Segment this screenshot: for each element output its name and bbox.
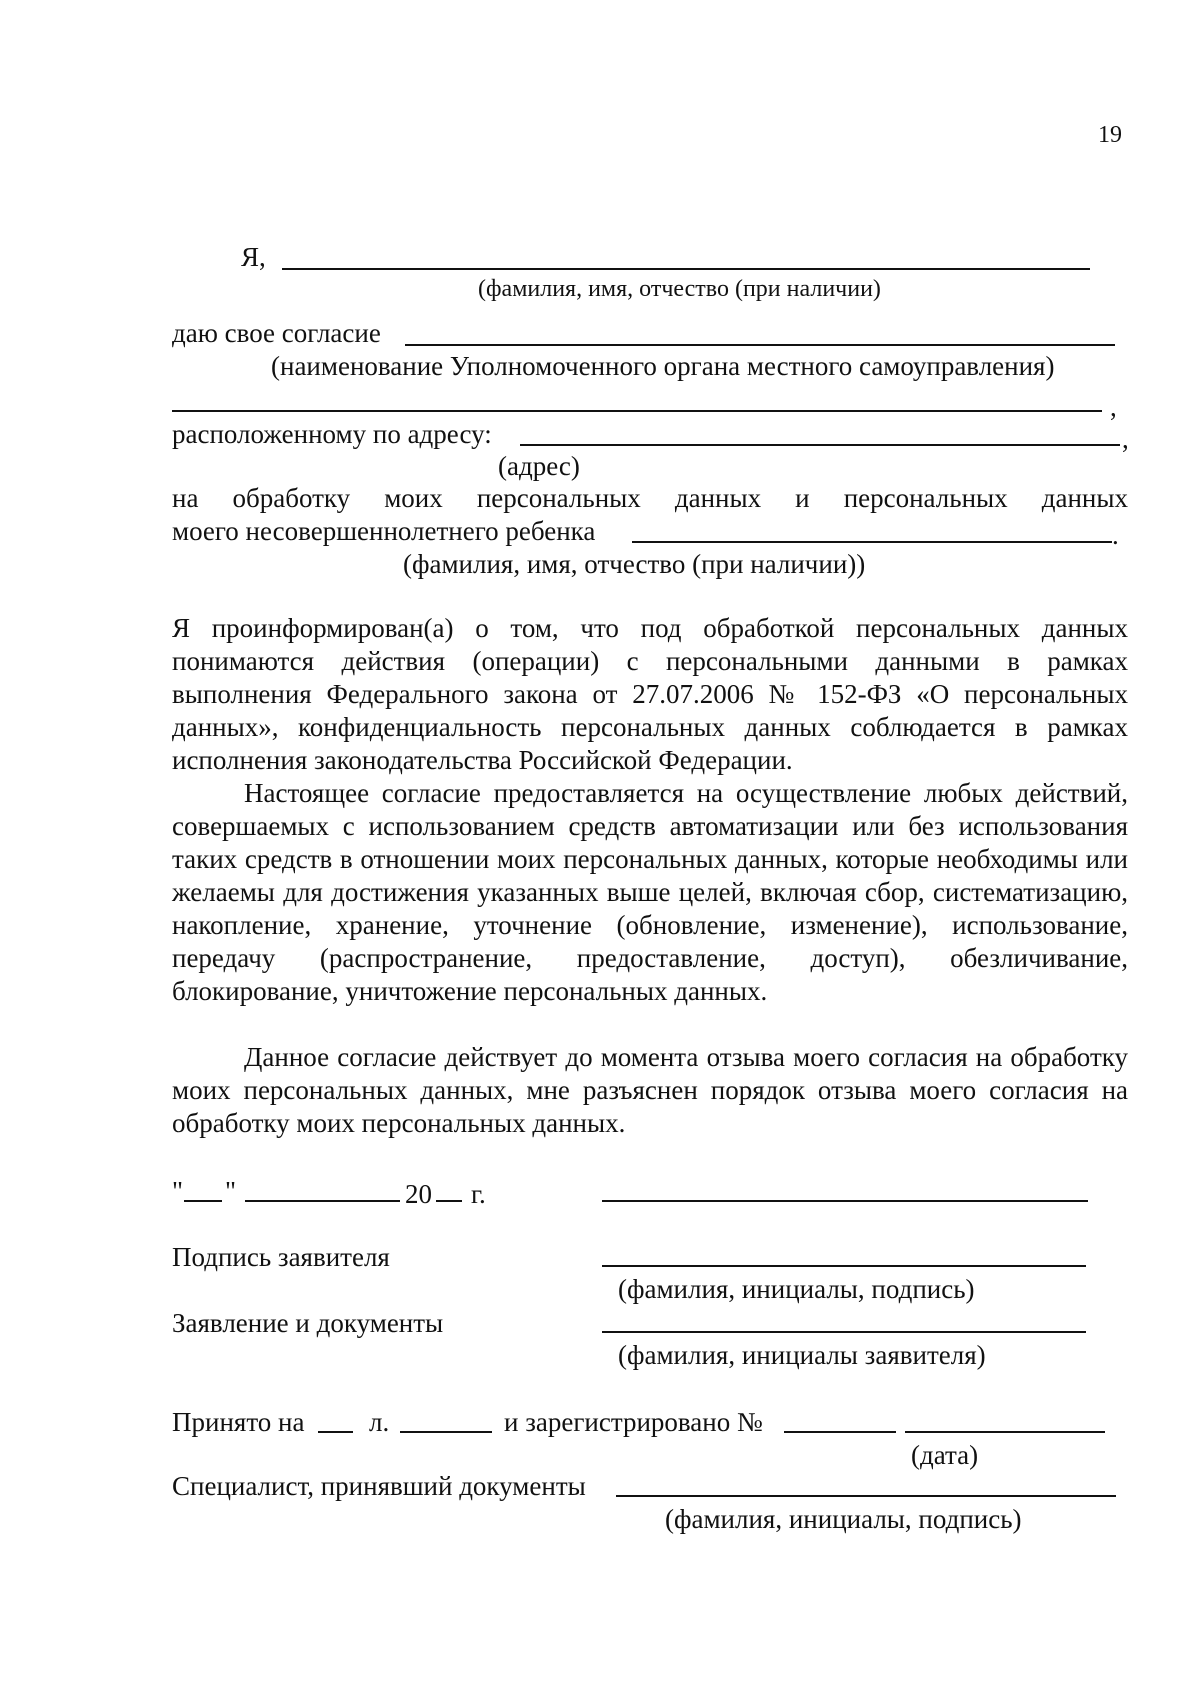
sheets-count-field[interactable] bbox=[318, 1431, 353, 1433]
address-label: расположенному по адресу: bbox=[172, 419, 492, 449]
consent-label: даю свое согласие bbox=[172, 318, 381, 348]
fio-field[interactable] bbox=[282, 268, 1090, 270]
registration-number-field[interactable] bbox=[784, 1431, 896, 1433]
registered-label: и зарегистрировано № bbox=[504, 1407, 763, 1437]
date-year-field[interactable] bbox=[436, 1200, 462, 1202]
child-label: моего несовершеннолетнего ребенка bbox=[172, 516, 596, 546]
registration-date-field[interactable] bbox=[905, 1431, 1105, 1433]
date-quote-open: " bbox=[172, 1176, 184, 1206]
date-year-prefix: 20 bbox=[405, 1179, 432, 1209]
sheets-label: л. bbox=[369, 1407, 390, 1437]
address-comma: , bbox=[1122, 424, 1129, 454]
docs-hint: (фамилия, инициалы заявителя) bbox=[618, 1340, 986, 1370]
sheets-extra-field[interactable] bbox=[400, 1431, 492, 1433]
specialist-label: Специалист, принявший документы bbox=[172, 1471, 586, 1501]
signature-field[interactable] bbox=[602, 1265, 1086, 1267]
date-month-field[interactable] bbox=[245, 1200, 400, 1202]
child-period: . bbox=[1112, 520, 1119, 550]
child-hint: (фамилия, имя, отчество (при наличии)) bbox=[403, 549, 866, 579]
date-signature-field[interactable] bbox=[602, 1200, 1088, 1202]
address-field[interactable] bbox=[520, 444, 1120, 446]
org-hint: (наименование Уполномоченного органа местного самоуправления) bbox=[271, 351, 1055, 381]
date-quote-close: " bbox=[225, 1176, 237, 1206]
date-hint: (дата) bbox=[911, 1440, 979, 1470]
accepted-label: Принято на bbox=[172, 1407, 305, 1437]
docs-field[interactable] bbox=[602, 1331, 1086, 1333]
child-field[interactable] bbox=[632, 541, 1112, 543]
specialist-field[interactable] bbox=[616, 1495, 1116, 1497]
processing-line: на обработку моих персональных данных и персональных данных bbox=[172, 483, 1128, 513]
date-day-field[interactable] bbox=[184, 1200, 222, 1202]
org-line-comma: , bbox=[1110, 392, 1117, 422]
address-hint: (адрес) bbox=[498, 451, 580, 481]
docs-label: Заявление и документы bbox=[172, 1308, 444, 1338]
ya-label: Я, bbox=[241, 242, 266, 272]
paragraph-informed: Я проинформирован(а) о том, что под обработкой персональных данных понимаются действия (операции) с персональными данными в рамках выполнения Федерального закона от 27.07.2006 № 152-ФЗ «О персональных данных», конфиденциальность персональных данных соблюдается в рамках исполнения законодательства Российской Федерации. bbox=[172, 613, 1128, 775]
signature-label: Подпись заявителя bbox=[172, 1242, 390, 1272]
paragraph-consent-scope: Настоящее согласие предоставляется на осуществление любых действий, совершаемых с использованием средств автоматизации или без использования таких средств в отношении моих персональных данных, которые необходимы или желаемы для достижения указанных выше целей, включая сбор, систематизацию, накопление, хранение, уточнение (обновление, изменение), использование, передачу (распространение, предоставление, доступ), обезличивание, блокирование, уничтожение персональных данных. bbox=[172, 778, 1128, 1006]
org-field[interactable] bbox=[405, 344, 1115, 346]
paragraph-consent-validity: Данное согласие действует до момента отзыва моего согласия на обработку моих персональных данных, мне разъяснен порядок отзыва моего согласия на обработку моих персональных данных. bbox=[172, 1042, 1128, 1138]
specialist-hint: (фамилия, инициалы, подпись) bbox=[665, 1504, 1022, 1534]
signature-hint: (фамилия, инициалы, подпись) bbox=[618, 1274, 975, 1304]
page-number: 19 bbox=[1098, 122, 1122, 148]
org-field-line2[interactable] bbox=[172, 410, 1102, 412]
date-year-suffix: г. bbox=[471, 1179, 486, 1209]
fio-hint: (фамилия, имя, отчество (при наличии) bbox=[478, 276, 881, 302]
